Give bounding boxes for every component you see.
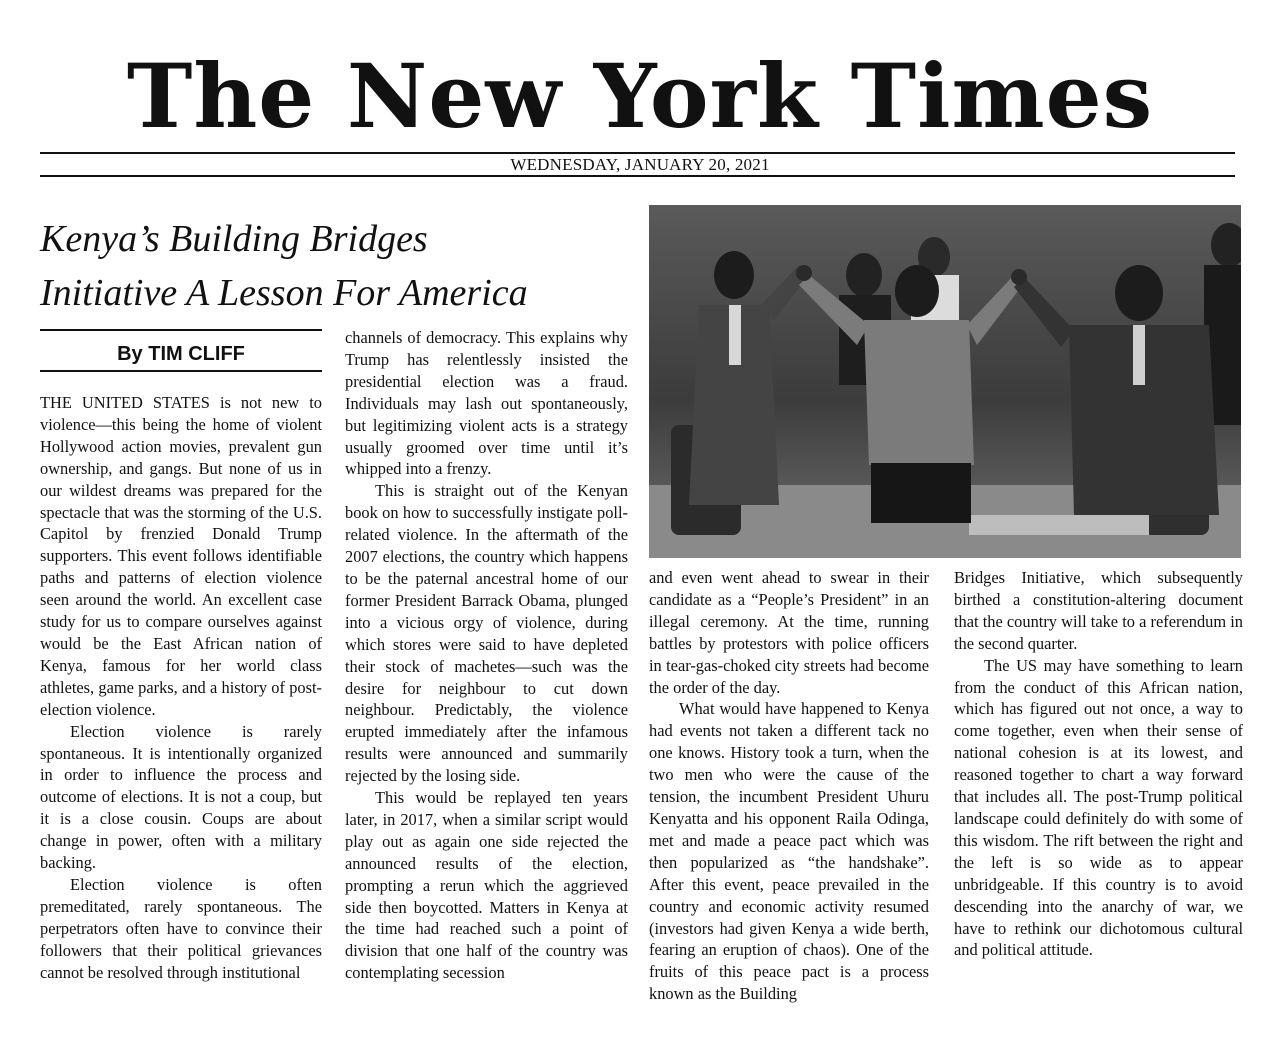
article-column-2 — [345, 327, 628, 984]
paragraph: Election violence is often premeditated, rarely spontaneous. The perpetrators often have to convince their followers that their political grievances cannot be resolved through institutional — [40, 874, 322, 982]
article-column-3 — [649, 567, 929, 1005]
headline-line-1: Kenya’s Building Bridges — [40, 218, 428, 260]
paragraph: Bridges Initiative, which subsequently birthed a constitution-altering document that the country will take to a referendum in the second quarter. — [954, 568, 1243, 653]
masthead-rule-bottom — [40, 175, 1235, 177]
byline: By TIM CLIFF — [117, 343, 245, 365]
byline-rule-top — [40, 329, 322, 331]
paragraph: channels of democracy. This explains why Trump has relentlessly insisted the presidential election was a fraud. Individuals may lash out spontaneously, but legitimizing violent acts is a strategy usually groomed over time until it’s whipped into a frenzy. — [345, 328, 628, 479]
paragraph: Election violence is rarely spontaneous. It is intentionally organized in order to influence the process and outcome of elections. It is not a coup, but it is a close cousin. Coups are about change in power, often with a military backing. — [40, 721, 322, 873]
article-column-1 — [40, 392, 322, 983]
article-column-4 — [954, 567, 1243, 961]
masthead-rule-top — [40, 152, 1235, 154]
paragraph: What would have happened to Kenya had events not taken a different tack no one knows. History took a turn, when the two men who were the cause of the tension, the incumbent President Uhuru Kenyatta and his opponent Raila Odinga, met and made a peace pact which was then popularized as “the handshake”. After this event, peace prevailed in the country and economic activity resumed (investors had given Kenya a wide berth, fearing an eruption of chaos). One of the fruits of this peace pact is a process known as the Building — [649, 699, 929, 1004]
article-headline — [40, 212, 640, 320]
paragraph: This would be replayed ten years later, in 2017, when a similar script would play out as again one side rejected the announced results of the election, prompting a rerun which the aggrieved side then boycotted. Matters in Kenya at the time had reached such a point of division that one half of the country was contemplating secession — [345, 788, 628, 983]
byline-rule-bottom — [40, 370, 322, 372]
photo-three-men-raising-joined-hands-icon — [649, 205, 1241, 558]
dateline: WEDNESDAY, JANUARY 20, 2021 — [510, 155, 770, 174]
paragraph: This is straight out of the Kenyan book on how to successfully instigate poll-related violence. In the aftermath of the 2007 elections, the country which happens to be the paternal ancestral home of our former President Barrack Obama, plunged into a vicious orgy of violence, during which stores were said to have depleted their stock of machetes—such was the desire for neighbour to cut down neighbour. Predictably, the violence erupted immediately after the infamous results were announced and summarily rejected by the losing side. — [345, 481, 628, 786]
masthead-title: The New York Times — [126, 44, 1154, 148]
paragraph: and even went ahead to swear in their candidate as a “People’s President” in an illegal ceremony. At the time, running battles by protestors with police officers in tear-gas-choked city streets had become the order of the day. — [649, 568, 929, 697]
paragraph: THE UNITED STATES is not new to violence—this being the home of violent Hollywood action movies, prevalent gun ownership, and gangs. But none of us in our wildest dreams was prepared for the spectacle that was the storming of the U.S. Capitol by frenzied Donald Trump supporters. This event follows identifiable paths and patterns of election violence seen around the world. An excellent case study for us to compare ourselves against would be the East African nation of Kenya, famous for her world class athletes, game parks, and a history of post-election violence. — [40, 393, 322, 719]
paragraph: The US may have something to learn from the conduct of this African nation, which has figured out not once, a way to come together, even when their sense of national cohesion is at its lowest, and reasoned together to chart a way forward that includes all. The post-Trump political landscape could definitely do with some of this wisdom. The rift between the right and the left is so wide as to appear unbridgeable. If this country is to avoid descending into the anarchy of war, we have to rethink our dichotomous cultural and political attitude. — [954, 655, 1243, 960]
headline-line-2: Initiative A Lesson For America — [40, 272, 528, 314]
